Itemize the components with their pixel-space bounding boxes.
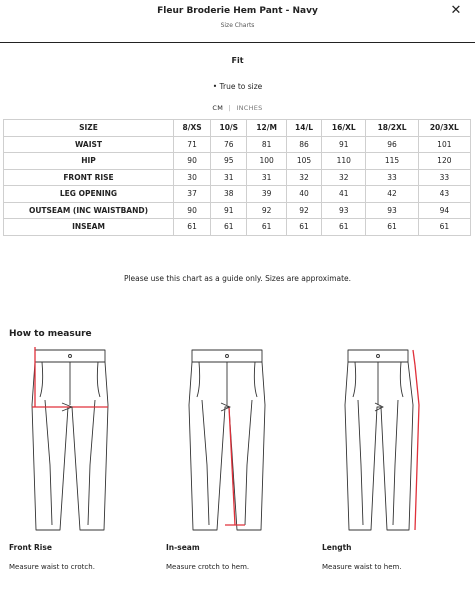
table-cell: 61 <box>174 219 211 236</box>
table-row <box>4 153 471 170</box>
fit-note: • True to size <box>212 82 263 91</box>
table-cell: 39 <box>247 186 286 203</box>
inseam-label: In-seam <box>166 543 200 552</box>
table-header-row <box>4 120 471 137</box>
unit-option-cm[interactable]: CM <box>212 104 224 112</box>
table-cell: 31 <box>211 169 247 186</box>
table-corner-header: SIZE <box>4 120 174 137</box>
table-row <box>4 169 471 186</box>
table-cell: 38 <box>211 186 247 203</box>
unit-toggle <box>0 104 475 112</box>
table-cell: 61 <box>211 219 247 236</box>
row-label: OUTSEAM (INC WAISTBAND) <box>4 202 174 219</box>
table-cell: 81 <box>247 136 286 153</box>
inseam-description: Measure crotch to hem. <box>166 563 250 571</box>
table-cell: 110 <box>322 153 366 170</box>
table-cell: 32 <box>286 169 321 186</box>
table-cell: 91 <box>322 136 366 153</box>
guide-note: Please use this chart as a guide only. Sizes are approximate. <box>123 274 352 283</box>
column-header: 10/S <box>211 120 247 137</box>
table-cell: 61 <box>322 219 366 236</box>
table-row <box>4 186 471 203</box>
how-to-measure-heading: How to measure <box>9 329 92 339</box>
column-header: 14/L <box>286 120 321 137</box>
close-icon[interactable]: ✕ <box>450 3 462 18</box>
table-cell: 95 <box>211 153 247 170</box>
table-cell: 96 <box>366 136 418 153</box>
table-cell: 61 <box>418 219 470 236</box>
table-cell: 93 <box>366 202 418 219</box>
table-cell: 94 <box>418 202 470 219</box>
unit-separator: | <box>228 104 231 112</box>
table-cell: 90 <box>174 153 211 170</box>
table-cell: 37 <box>174 186 211 203</box>
page-subtitle: Size Charts <box>220 22 255 29</box>
table-cell: 61 <box>247 219 286 236</box>
page-title: Fleur Broderie Hem Pant - Navy <box>157 6 318 16</box>
table-cell: 41 <box>322 186 366 203</box>
modal-header <box>0 0 475 43</box>
table-cell: 33 <box>366 169 418 186</box>
length-illustration <box>333 345 433 535</box>
row-label: INSEAM <box>4 219 174 236</box>
table-cell: 43 <box>418 186 470 203</box>
table-cell: 61 <box>366 219 418 236</box>
column-header: 18/2XL <box>366 120 418 137</box>
table-cell: 91 <box>211 202 247 219</box>
table-cell: 92 <box>286 202 321 219</box>
table-cell: 93 <box>322 202 366 219</box>
table-row <box>4 136 471 153</box>
row-label: HIP <box>4 153 174 170</box>
row-label: FRONT RISE <box>4 169 174 186</box>
column-header: 8/XS <box>174 120 211 137</box>
table-cell: 40 <box>286 186 321 203</box>
table-cell: 92 <box>247 202 286 219</box>
table-cell: 101 <box>418 136 470 153</box>
column-header: 16/XL <box>322 120 366 137</box>
table-cell: 105 <box>286 153 321 170</box>
column-header: 12/M <box>247 120 286 137</box>
row-label: WAIST <box>4 136 174 153</box>
column-header: 20/3XL <box>418 120 470 137</box>
table-cell: 33 <box>418 169 470 186</box>
table-cell: 115 <box>366 153 418 170</box>
fit-heading: Fit <box>231 56 244 65</box>
table-cell: 30 <box>174 169 211 186</box>
table-row <box>4 202 471 219</box>
size-chart-table <box>3 119 471 236</box>
length-label: Length <box>322 543 352 552</box>
table-cell: 90 <box>174 202 211 219</box>
row-label: LEG OPENING <box>4 186 174 203</box>
table-cell: 42 <box>366 186 418 203</box>
unit-option-inches[interactable]: INCHES <box>236 104 263 112</box>
table-cell: 31 <box>247 169 286 186</box>
table-row <box>4 219 471 236</box>
table-cell: 76 <box>211 136 247 153</box>
table-cell: 32 <box>322 169 366 186</box>
front-rise-illustration <box>20 345 120 535</box>
front-rise-description: Measure waist to crotch. <box>9 563 95 571</box>
inseam-illustration <box>177 345 277 535</box>
table-cell: 100 <box>247 153 286 170</box>
table-cell: 71 <box>174 136 211 153</box>
table-cell: 120 <box>418 153 470 170</box>
front-rise-label: Front Rise <box>9 543 52 552</box>
table-cell: 86 <box>286 136 321 153</box>
table-cell: 61 <box>286 219 321 236</box>
length-description: Measure waist to hem. <box>322 563 402 571</box>
